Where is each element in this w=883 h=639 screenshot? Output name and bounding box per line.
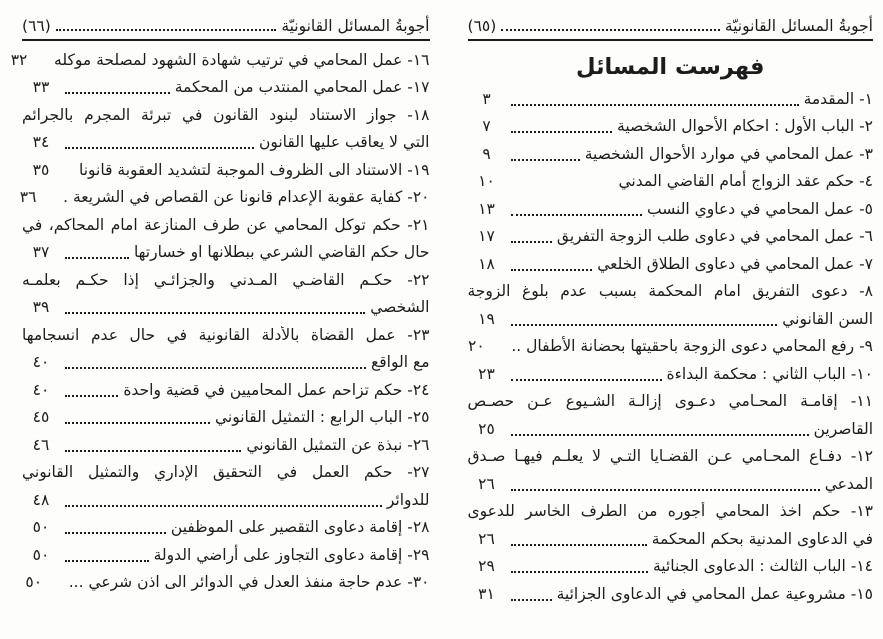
- toc-entry-line: [22, 404, 430, 432]
- entry-page-number: ٤٥: [32, 408, 50, 427]
- toc-entry-line: [468, 223, 874, 251]
- toc-entry-line: [468, 195, 874, 223]
- entry-text: ١٧- عمل المحامي المنتدب من المحكمة: [174, 78, 430, 97]
- entry-text: ٢٩- إقامة دعاوى التجاوز على أراضي الدولة: [153, 545, 430, 564]
- entry-text: المدعي: [824, 474, 873, 493]
- toc-entry-line: [10, 46, 430, 74]
- dotted-leader: [65, 422, 210, 424]
- entry-page-number: ٤٨: [32, 490, 50, 509]
- page-65: [442, 0, 883, 639]
- dotted-leader: [511, 324, 778, 326]
- entry-text: ١٣- حكم اخذ المحامي أجوره من الطرف الخاسر للدعوى: [467, 502, 873, 521]
- entry-text: ١٢- دفـاع المحـامي عـن القضـايا التـي لا يعلـم فيهـا صـدق: [467, 447, 873, 466]
- toc-entry-line: [22, 514, 430, 542]
- toc-entry-line: [22, 376, 430, 404]
- dotted-leader: [65, 505, 382, 507]
- dotted-leader: [511, 379, 662, 381]
- toc-entry-line: [22, 541, 430, 569]
- toc-entry-line: [468, 333, 874, 361]
- entry-text: الشخصي: [370, 298, 430, 317]
- toc-entry-line: [19, 184, 430, 212]
- entry-page-number: ١٠: [478, 172, 495, 191]
- dotted-leader: [511, 599, 552, 601]
- entry-text: ٢- الباب الأول : احكام الأحوال الشخصية: [617, 117, 873, 136]
- toc-entry-line: [22, 486, 430, 514]
- entry-page-number: ١٧: [478, 227, 495, 246]
- dotted-leader: [65, 175, 74, 177]
- toc-list-left: [10, 46, 430, 596]
- toc-entry-line: [22, 74, 430, 102]
- entry-text: التي لا يعاقب عليها القانون: [258, 133, 430, 152]
- entry-text: ٢٢- حكـم القاضـي المـدني والجزائـي إذا حكـم بعلمـه: [22, 270, 430, 289]
- entry-text: ٣٠- عدم حاجة منفذ العدل في الدوائر الى اذن شرعي ...: [68, 573, 430, 592]
- entry-text: في الدعاوى المدنية بحكم المحكمة: [651, 529, 873, 548]
- entry-page-number: ٢٥: [478, 419, 495, 438]
- dotted-leader: [511, 214, 642, 216]
- toc-entry-line: [468, 415, 874, 443]
- toc-entry-line: [22, 459, 430, 487]
- entry-text: ٩- رفع المحامي دعوى الزوجة باحقيتها بحضانة الأطفال ..: [511, 337, 873, 356]
- entry-text: ٢١- حكم توكل المحامي عن طرف المنازعة امام المحاكم، في: [22, 215, 430, 234]
- dotted-leader: [511, 269, 593, 271]
- entry-page-number: ٣٣: [32, 78, 50, 97]
- toc-entry-line: [468, 580, 874, 608]
- toc-entry-line: [468, 470, 874, 498]
- toc-entry-line: [468, 525, 874, 553]
- entry-text: ١٥- مشروعية عمل المحامي في الدعاوى الجزائية: [556, 584, 873, 603]
- entry-page-number: ٢٦: [478, 474, 495, 493]
- book-title-header: أجوبةُ المسائل القانونيّة: [281, 17, 430, 35]
- toc-entry-line: [22, 211, 430, 239]
- dotted-leader: [65, 312, 365, 314]
- entry-page-number: ٤٠: [32, 353, 50, 372]
- entry-text: ٢٠- كفاية عقوبة الإعدام قانونا عن القصاص في الشريعة .: [63, 188, 430, 207]
- toc-entry-line: [22, 156, 430, 184]
- dotted-leader: [65, 147, 254, 149]
- entry-text: ٢٦- نبذة عن التمثيل القانوني: [246, 435, 430, 454]
- entry-text: ٣- عمل المحامي في موارد الأحوال الشخصية: [584, 144, 873, 163]
- entry-page-number: ٢٣: [478, 364, 495, 383]
- dotted-leader: [43, 65, 49, 67]
- entry-page-number: ٣٩: [32, 298, 50, 317]
- entry-text: ٦- عمل المحامي في دعاوى طلب الزوجة التفريق: [556, 227, 873, 246]
- entry-text: ١١- إقامـة المحـامي دعـوى إزالـة الشـيوع عـن حصـص: [467, 392, 873, 411]
- toc-entry-line: [468, 113, 874, 141]
- toc-entry-line: [468, 553, 874, 581]
- dotted-leader: [511, 571, 649, 573]
- dotted-leader: [58, 587, 64, 589]
- entry-text: ١٩- الاستناد الى الظروف الموجبة لتشديد العقوبة قانونا: [79, 160, 430, 179]
- entry-text: ٧- عمل المحامي في دعاوى الطلاق الخلعي: [597, 254, 873, 273]
- dotted-leader: [511, 434, 809, 436]
- entry-text: ٨- دعوى التفريق امام المحكمة بسبب عدم بلوغ الزوجة: [467, 282, 873, 301]
- dotted-leader: [511, 159, 580, 161]
- toc-entry-line: [468, 443, 874, 471]
- dotted-leader: [52, 202, 58, 204]
- dotted-leader: [511, 241, 552, 243]
- entry-page-number: ١٩: [478, 309, 495, 328]
- entry-text: ١٤- الباب الثالث : الدعاوى الجنائية: [653, 557, 873, 576]
- entry-page-number: ٥٠: [32, 518, 50, 537]
- entry-page-number: ٥٠: [32, 545, 50, 564]
- entry-text: ٢٥- الباب الرابع : التمثيل القانوني: [215, 408, 430, 427]
- toc-entry-line: [468, 498, 874, 526]
- entry-text: ٢٤- حكم تزاحم عمل المحاميين في قضية واحدة: [123, 380, 430, 399]
- book-title-header: أجوبةُ المسائل القانونيّة: [724, 17, 873, 35]
- dotted-leader: [65, 367, 366, 369]
- entry-page-number: ٢٩: [478, 557, 495, 576]
- entry-page-number: ٣٢: [10, 50, 28, 69]
- entry-page-number: ٥٠: [25, 573, 43, 592]
- entry-text: ١- المقدمة: [803, 89, 873, 108]
- toc-entry-line: [468, 388, 874, 416]
- toc-entry-line: [468, 250, 874, 278]
- dotted-leader: [511, 131, 613, 133]
- dotted-leader: [65, 92, 170, 94]
- page-header: [468, 13, 874, 41]
- entry-page-number: ٣٤: [32, 133, 50, 152]
- toc-entry-line: [468, 168, 874, 196]
- entry-text: مع الواقع: [371, 353, 430, 372]
- toc-title: فهرست المسائل: [576, 54, 765, 80]
- entry-page-number: ٢٦: [478, 529, 495, 548]
- entry-text: حال حكم القاضي الشرعي ببطلانها او خسارتها: [133, 243, 430, 262]
- entry-page-number: ٣١: [478, 584, 495, 603]
- page-number: (٦٦): [22, 17, 51, 35]
- entry-text: القاصرين: [813, 419, 873, 438]
- entry-page-number: ٤٠: [32, 380, 50, 399]
- entry-text: ٢٧- حكم العمل في التحقيق الإداري والتمثيل القانوني: [22, 463, 430, 482]
- entry-page-number: ٧: [482, 117, 491, 136]
- dotted-leader: [500, 351, 506, 353]
- toc-entry-line: [22, 266, 430, 294]
- entry-text: ٢٣- عمل القضاة بالأدلة القانونية في حال عدم انسجامها: [22, 325, 430, 344]
- toc-entry-line: [22, 321, 430, 349]
- entry-page-number: ١٨: [478, 254, 495, 273]
- toc-entry-line: [22, 101, 430, 129]
- dotted-leader: [511, 104, 799, 106]
- header-dotted-leader: [501, 29, 720, 31]
- toc-entry-line: [468, 305, 874, 333]
- page-header: [22, 13, 430, 41]
- entry-page-number: ١٣: [478, 199, 495, 218]
- toc-entry-line: [22, 239, 430, 267]
- entry-text: السن القانوني: [782, 309, 873, 328]
- entry-page-number: ٣: [482, 89, 491, 108]
- toc-entry-line: [22, 349, 430, 377]
- dotted-leader: [65, 560, 149, 562]
- entry-page-number: ٣٥: [32, 160, 50, 179]
- toc-entry-line: [22, 569, 430, 597]
- dotted-leader: [511, 186, 614, 188]
- entry-page-number: ٣٦: [19, 188, 37, 207]
- toc-entry-line: [468, 278, 874, 306]
- toc-entry-line: [22, 129, 430, 157]
- page-number: (٦٥): [467, 17, 497, 35]
- dotted-leader: [511, 489, 820, 491]
- entry-text: ٢٨- إقامة دعاوى التقصير على الموظفين: [170, 518, 430, 537]
- toc-entry-line: [22, 294, 430, 322]
- entry-page-number: ٢٠: [468, 337, 485, 356]
- toc-list-right: [468, 85, 874, 608]
- entry-page-number: ٤٦: [32, 435, 50, 454]
- header-dotted-leader: [56, 29, 277, 31]
- entry-page-number: ٩: [482, 144, 491, 163]
- entry-text: ٤- حكم عقد الزواج أمام القاضي المدني: [618, 172, 873, 191]
- toc-entry-line: [468, 140, 874, 168]
- dotted-leader: [65, 257, 129, 259]
- dotted-leader: [511, 544, 647, 546]
- toc-entry-line: [22, 431, 430, 459]
- entry-text: ٥- عمل المحامي في دعاوي النسب: [646, 199, 873, 218]
- dotted-leader: [65, 450, 241, 452]
- entry-text: ١٦- عمل المحامي في ترتيب شهادة الشهود لمصلحة موكله: [54, 50, 430, 69]
- entry-text: للدوائر: [386, 490, 430, 509]
- entry-text: ١٠- الباب الثاني : محكمة البداءة: [666, 364, 873, 383]
- toc-entry-line: [468, 85, 874, 113]
- entry-text: ١٨- جواز الاستناد لبنود القانون في تبرئة المجرم بالجرائم: [22, 105, 430, 124]
- entry-page-number: ٣٧: [32, 243, 50, 262]
- dotted-leader: [65, 395, 118, 397]
- toc-entry-line: [468, 360, 874, 388]
- dotted-leader: [65, 532, 166, 534]
